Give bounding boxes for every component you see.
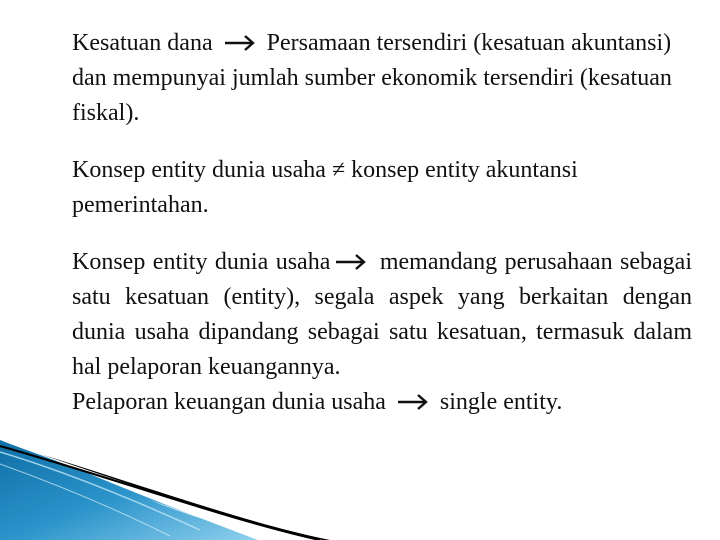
definition-konsep-entity: memandang perusahaan sebagai satu kesatuan (entity), segala aspek yang berkaitan dengan dunia usaha dipandang sebagai satu kesatuan, termasuk dalam hal pelaporan keuangannya. — [72, 249, 693, 380]
paragraph-konsep-entity-dunia-usaha — [72, 245, 692, 385]
paragraph-pelaporan-keuangan — [72, 385, 692, 420]
right-arrow-icon — [223, 34, 257, 52]
definition-kesatuan-dana: Persamaan tersendiri (kesatuan akuntansi) dan mempunyai jumlah sumber ekonomik tersendiri (kesatuan fiskal). — [72, 30, 672, 126]
decorative-wave — [0, 440, 720, 540]
comparison-text: Konsep entity dunia usaha ≠ konsep entity akuntansi pemerintahan. — [72, 157, 578, 218]
right-arrow-icon — [334, 253, 368, 271]
term-kesatuan-dana: Kesatuan dana — [72, 30, 213, 56]
term-konsep-entity: Konsep entity dunia usaha — [72, 249, 331, 275]
definition-single-entity: single entity. — [439, 389, 563, 415]
paragraph-kesatuan-dana — [72, 26, 692, 131]
right-arrow-icon — [396, 393, 430, 411]
slide-body — [72, 26, 692, 442]
term-pelaporan-keuangan: Pelaporan keuangan dunia usaha — [72, 389, 386, 415]
paragraph-konsep-entity-comparison — [72, 153, 692, 223]
